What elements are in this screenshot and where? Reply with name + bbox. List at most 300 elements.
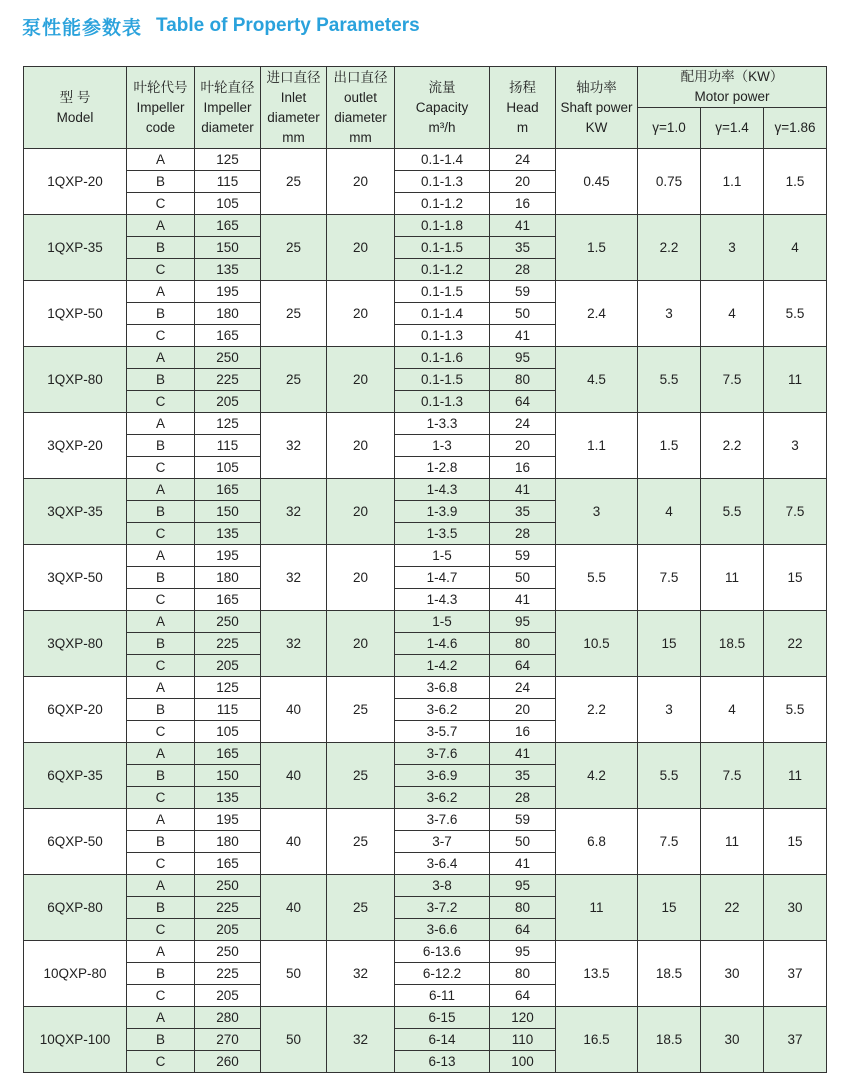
impeller-diameter-cell: 150: [195, 765, 261, 787]
header-impeller-code-cn: 叶轮代号: [133, 79, 188, 95]
motor-power-gamma2-cell: 11: [701, 809, 764, 875]
motor-power-gamma2-cell: 4: [701, 281, 764, 347]
capacity-cell: 3-5.7: [395, 721, 490, 743]
capacity-cell: 0.1-1.3: [395, 391, 490, 413]
impeller-code-cell: C: [127, 655, 195, 677]
motor-power-gamma2-cell: 30: [701, 941, 764, 1007]
motor-power-gamma3-cell: 22: [764, 611, 827, 677]
capacity-cell: 3-8: [395, 875, 490, 897]
impeller-diameter-cell: 165: [195, 325, 261, 347]
head-cell: 59: [490, 809, 556, 831]
table-row: [24, 479, 827, 501]
header-shaft-power-cn: 轴功率: [576, 79, 617, 95]
impeller-diameter-cell: 105: [195, 193, 261, 215]
capacity-cell: 0.1-1.8: [395, 215, 490, 237]
impeller-diameter-cell: 260: [195, 1051, 261, 1073]
head-cell: 80: [490, 963, 556, 985]
header-inlet-en1: Inlet: [280, 89, 307, 105]
impeller-diameter-cell: 225: [195, 963, 261, 985]
table-row: [24, 875, 827, 897]
impeller-code-cell: C: [127, 325, 195, 347]
capacity-cell: 1-5: [395, 611, 490, 633]
header-impeller-code-en1: Impeller: [136, 99, 185, 115]
head-cell: 35: [490, 237, 556, 259]
head-cell: 59: [490, 281, 556, 303]
capacity-cell: 3-7.2: [395, 897, 490, 919]
impeller-diameter-cell: 195: [195, 281, 261, 303]
head-cell: 41: [490, 215, 556, 237]
impeller-code-cell: B: [127, 369, 195, 391]
impeller-code-cell: B: [127, 501, 195, 523]
motor-power-gamma3-cell: 5.5: [764, 677, 827, 743]
impeller-diameter-cell: 205: [195, 655, 261, 677]
header-gamma-2: γ=1.4: [701, 108, 764, 149]
impeller-code-cell: A: [127, 545, 195, 567]
outlet-diameter-cell: 32: [327, 1007, 395, 1073]
impeller-code-cell: B: [127, 765, 195, 787]
impeller-code-cell: A: [127, 281, 195, 303]
impeller-diameter-cell: 205: [195, 919, 261, 941]
header-shaft-power-unit: KW: [585, 119, 608, 135]
capacity-cell: 3-6.6: [395, 919, 490, 941]
impeller-diameter-cell: 195: [195, 545, 261, 567]
head-cell: 41: [490, 479, 556, 501]
impeller-diameter-cell: 180: [195, 567, 261, 589]
impeller-diameter-cell: 115: [195, 435, 261, 457]
impeller-diameter-cell: 125: [195, 149, 261, 171]
header-motor-power-cn: 配用功率（KW）: [680, 69, 784, 84]
header-motor-power-en: Motor power: [694, 89, 770, 104]
motor-power-gamma2-cell: 18.5: [701, 611, 764, 677]
table-row: [24, 677, 827, 699]
impeller-diameter-cell: 165: [195, 215, 261, 237]
model-cell: 6QXP-35: [24, 743, 127, 809]
header-gamma-3: γ=1.86: [764, 108, 827, 149]
impeller-diameter-cell: 180: [195, 303, 261, 325]
motor-power-gamma2-cell: 22: [701, 875, 764, 941]
motor-power-gamma3-cell: 3: [764, 413, 827, 479]
inlet-diameter-cell: 40: [261, 875, 327, 941]
capacity-cell: 1-4.2: [395, 655, 490, 677]
table-row: [24, 215, 827, 237]
shaft-power-cell: 11: [556, 875, 638, 941]
head-cell: 95: [490, 347, 556, 369]
header-capacity-en: Capacity: [415, 99, 469, 115]
header-impeller-diameter-en1: Impeller: [203, 99, 252, 115]
outlet-diameter-cell: 25: [327, 743, 395, 809]
head-cell: 20: [490, 699, 556, 721]
shaft-power-cell: 4.5: [556, 347, 638, 413]
head-cell: 24: [490, 149, 556, 171]
motor-power-gamma1-cell: 1.5: [638, 413, 701, 479]
property-table: [23, 66, 827, 1073]
motor-power-gamma2-cell: 1.1: [701, 149, 764, 215]
motor-power-gamma3-cell: 4: [764, 215, 827, 281]
header-outlet-unit: mm: [349, 129, 372, 145]
impeller-code-cell: A: [127, 479, 195, 501]
impeller-code-cell: C: [127, 919, 195, 941]
shaft-power-cell: 13.5: [556, 941, 638, 1007]
motor-power-gamma1-cell: 7.5: [638, 545, 701, 611]
impeller-diameter-cell: 250: [195, 347, 261, 369]
impeller-code-cell: B: [127, 1029, 195, 1051]
outlet-diameter-cell: 25: [327, 809, 395, 875]
motor-power-gamma2-cell: 4: [701, 677, 764, 743]
inlet-diameter-cell: 25: [261, 149, 327, 215]
head-cell: 41: [490, 325, 556, 347]
capacity-cell: 3-7.6: [395, 743, 490, 765]
capacity-cell: 3-6.2: [395, 699, 490, 721]
head-cell: 24: [490, 677, 556, 699]
head-cell: 16: [490, 457, 556, 479]
head-cell: 28: [490, 259, 556, 281]
header-impeller-diameter-en2: diameter: [201, 119, 254, 135]
impeller-diameter-cell: 165: [195, 589, 261, 611]
impeller-code-cell: A: [127, 611, 195, 633]
head-cell: 110: [490, 1029, 556, 1051]
header-gamma-1: γ=1.0: [638, 108, 701, 149]
impeller-diameter-cell: 135: [195, 259, 261, 281]
header-shaft-power: [556, 67, 638, 149]
impeller-diameter-cell: 105: [195, 721, 261, 743]
impeller-code-cell: B: [127, 963, 195, 985]
table-row: [24, 281, 827, 303]
motor-power-gamma1-cell: 18.5: [638, 941, 701, 1007]
capacity-cell: 3-6.4: [395, 853, 490, 875]
capacity-cell: 0.1-1.3: [395, 171, 490, 193]
impeller-code-cell: B: [127, 633, 195, 655]
impeller-diameter-cell: 150: [195, 237, 261, 259]
head-cell: 95: [490, 875, 556, 897]
shaft-power-cell: 3: [556, 479, 638, 545]
motor-power-gamma3-cell: 11: [764, 347, 827, 413]
impeller-code-cell: A: [127, 347, 195, 369]
outlet-diameter-cell: 20: [327, 149, 395, 215]
header-motor-power: [638, 67, 827, 108]
capacity-cell: 6-13: [395, 1051, 490, 1073]
title-en: Table of Property Parameters: [156, 15, 420, 36]
capacity-cell: 3-7: [395, 831, 490, 853]
motor-power-gamma3-cell: 7.5: [764, 479, 827, 545]
outlet-diameter-cell: 20: [327, 347, 395, 413]
header-inlet: [261, 67, 327, 149]
model-cell: 1QXP-80: [24, 347, 127, 413]
motor-power-gamma2-cell: 11: [701, 545, 764, 611]
capacity-cell: 3-6.9: [395, 765, 490, 787]
model-cell: 1QXP-50: [24, 281, 127, 347]
model-cell: 3QXP-50: [24, 545, 127, 611]
impeller-code-cell: A: [127, 149, 195, 171]
impeller-diameter-cell: 280: [195, 1007, 261, 1029]
motor-power-gamma1-cell: 0.75: [638, 149, 701, 215]
motor-power-gamma2-cell: 7.5: [701, 347, 764, 413]
header-outlet-en1: outlet: [343, 89, 378, 105]
header-capacity-unit: m³/h: [428, 119, 456, 135]
impeller-diameter-cell: 135: [195, 523, 261, 545]
impeller-code-cell: A: [127, 413, 195, 435]
impeller-code-cell: C: [127, 721, 195, 743]
header-inlet-en2: diameter: [267, 109, 320, 125]
head-cell: 64: [490, 655, 556, 677]
inlet-diameter-cell: 25: [261, 215, 327, 281]
outlet-diameter-cell: 32: [327, 941, 395, 1007]
model-cell: 10QXP-100: [24, 1007, 127, 1073]
head-cell: 80: [490, 633, 556, 655]
head-cell: 16: [490, 193, 556, 215]
model-cell: 1QXP-20: [24, 149, 127, 215]
head-cell: 24: [490, 413, 556, 435]
capacity-cell: 1-2.8: [395, 457, 490, 479]
motor-power-gamma2-cell: 30: [701, 1007, 764, 1073]
header-impeller-diameter: [195, 67, 261, 149]
outlet-diameter-cell: 20: [327, 413, 395, 479]
header-shaft-power-en: Shaft power: [560, 99, 633, 115]
impeller-code-cell: B: [127, 699, 195, 721]
outlet-diameter-cell: 25: [327, 875, 395, 941]
impeller-code-cell: C: [127, 259, 195, 281]
motor-power-gamma2-cell: 5.5: [701, 479, 764, 545]
inlet-diameter-cell: 32: [261, 479, 327, 545]
motor-power-gamma1-cell: 4: [638, 479, 701, 545]
motor-power-gamma1-cell: 18.5: [638, 1007, 701, 1073]
header-head-unit: m: [516, 119, 529, 135]
inlet-diameter-cell: 25: [261, 281, 327, 347]
impeller-diameter-cell: 135: [195, 787, 261, 809]
capacity-cell: 1-4.6: [395, 633, 490, 655]
head-cell: 120: [490, 1007, 556, 1029]
capacity-cell: 0.1-1.5: [395, 369, 490, 391]
impeller-diameter-cell: 125: [195, 677, 261, 699]
header-capacity-cn: 流量: [428, 79, 456, 95]
header-impeller-code-en2: code: [145, 119, 176, 135]
impeller-code-cell: C: [127, 523, 195, 545]
impeller-diameter-cell: 225: [195, 897, 261, 919]
capacity-cell: 1-4.3: [395, 479, 490, 501]
shaft-power-cell: 2.4: [556, 281, 638, 347]
motor-power-gamma1-cell: 7.5: [638, 809, 701, 875]
impeller-code-cell: C: [127, 391, 195, 413]
capacity-cell: 1-3.5: [395, 523, 490, 545]
impeller-diameter-cell: 205: [195, 985, 261, 1007]
head-cell: 50: [490, 567, 556, 589]
shaft-power-cell: 4.2: [556, 743, 638, 809]
shaft-power-cell: 0.45: [556, 149, 638, 215]
model-cell: 1QXP-35: [24, 215, 127, 281]
capacity-cell: 0.1-1.5: [395, 237, 490, 259]
header-head-cn: 扬程: [509, 79, 536, 95]
motor-power-gamma3-cell: 30: [764, 875, 827, 941]
head-cell: 64: [490, 985, 556, 1007]
motor-power-gamma1-cell: 5.5: [638, 347, 701, 413]
capacity-cell: 1-3: [395, 435, 490, 457]
motor-power-gamma3-cell: 15: [764, 809, 827, 875]
impeller-code-cell: A: [127, 215, 195, 237]
capacity-cell: 3-6.8: [395, 677, 490, 699]
impeller-code-cell: A: [127, 941, 195, 963]
outlet-diameter-cell: 20: [327, 479, 395, 545]
model-cell: 6QXP-50: [24, 809, 127, 875]
capacity-cell: 6-11: [395, 985, 490, 1007]
head-cell: 28: [490, 523, 556, 545]
impeller-diameter-cell: 150: [195, 501, 261, 523]
impeller-code-cell: A: [127, 875, 195, 897]
motor-power-gamma3-cell: 5.5: [764, 281, 827, 347]
impeller-code-cell: C: [127, 853, 195, 875]
outlet-diameter-cell: 25: [327, 677, 395, 743]
table-row: [24, 743, 827, 765]
impeller-code-cell: B: [127, 831, 195, 853]
head-cell: 80: [490, 369, 556, 391]
table-row: [24, 413, 827, 435]
motor-power-gamma1-cell: 15: [638, 875, 701, 941]
capacity-cell: 0.1-1.6: [395, 347, 490, 369]
impeller-code-cell: C: [127, 457, 195, 479]
header-model-en: Model: [56, 109, 94, 125]
table-row: [24, 149, 827, 171]
capacity-cell: 1-4.7: [395, 567, 490, 589]
head-cell: 35: [490, 765, 556, 787]
inlet-diameter-cell: 25: [261, 347, 327, 413]
capacity-cell: 6-13.6: [395, 941, 490, 963]
impeller-diameter-cell: 115: [195, 699, 261, 721]
capacity-cell: 0.1-1.4: [395, 303, 490, 325]
impeller-code-cell: A: [127, 1007, 195, 1029]
capacity-cell: 3-7.6: [395, 809, 490, 831]
impeller-code-cell: C: [127, 589, 195, 611]
inlet-diameter-cell: 40: [261, 743, 327, 809]
impeller-diameter-cell: 180: [195, 831, 261, 853]
head-cell: 100: [490, 1051, 556, 1073]
impeller-code-cell: C: [127, 787, 195, 809]
motor-power-gamma2-cell: 3: [701, 215, 764, 281]
header-outlet: [327, 67, 395, 149]
capacity-cell: 1-4.3: [395, 589, 490, 611]
motor-power-gamma1-cell: 2.2: [638, 215, 701, 281]
shaft-power-cell: 16.5: [556, 1007, 638, 1073]
table-row: [24, 347, 827, 369]
table-row: [24, 611, 827, 633]
shaft-power-cell: 10.5: [556, 611, 638, 677]
capacity-cell: 1-3.3: [395, 413, 490, 435]
impeller-diameter-cell: 225: [195, 369, 261, 391]
impeller-code-cell: B: [127, 567, 195, 589]
impeller-diameter-cell: 195: [195, 809, 261, 831]
inlet-diameter-cell: 32: [261, 545, 327, 611]
header-impeller-diameter-cn: 叶轮直径: [200, 79, 255, 95]
outlet-diameter-cell: 20: [327, 215, 395, 281]
impeller-diameter-cell: 115: [195, 171, 261, 193]
impeller-diameter-cell: 270: [195, 1029, 261, 1051]
motor-power-gamma3-cell: 37: [764, 1007, 827, 1073]
head-cell: 64: [490, 391, 556, 413]
model-cell: 3QXP-80: [24, 611, 127, 677]
motor-power-gamma1-cell: 3: [638, 677, 701, 743]
capacity-cell: 1-5: [395, 545, 490, 567]
head-cell: 50: [490, 831, 556, 853]
motor-power-gamma3-cell: 11: [764, 743, 827, 809]
header-capacity: [395, 67, 490, 149]
impeller-diameter-cell: 205: [195, 391, 261, 413]
head-cell: 50: [490, 303, 556, 325]
shaft-power-cell: 5.5: [556, 545, 638, 611]
model-cell: 6QXP-80: [24, 875, 127, 941]
shaft-power-cell: 1.5: [556, 215, 638, 281]
head-cell: 35: [490, 501, 556, 523]
head-cell: 20: [490, 171, 556, 193]
model-cell: 3QXP-20: [24, 413, 127, 479]
header-impeller-code: [127, 67, 195, 149]
impeller-diameter-cell: 225: [195, 633, 261, 655]
outlet-diameter-cell: 20: [327, 281, 395, 347]
shaft-power-cell: 6.8: [556, 809, 638, 875]
shaft-power-cell: 1.1: [556, 413, 638, 479]
capacity-cell: 6-12.2: [395, 963, 490, 985]
head-cell: 95: [490, 611, 556, 633]
capacity-cell: 0.1-1.2: [395, 259, 490, 281]
impeller-code-cell: B: [127, 435, 195, 457]
motor-power-gamma1-cell: 5.5: [638, 743, 701, 809]
motor-power-gamma1-cell: 15: [638, 611, 701, 677]
capacity-cell: 6-15: [395, 1007, 490, 1029]
motor-power-gamma1-cell: 3: [638, 281, 701, 347]
header-outlet-en2: diameter: [334, 109, 387, 125]
impeller-code-cell: C: [127, 1051, 195, 1073]
title-cn: 泵性能参数表: [22, 16, 143, 39]
header-inlet-cn: 进口直径: [266, 69, 321, 85]
impeller-diameter-cell: 250: [195, 875, 261, 897]
motor-power-gamma3-cell: 37: [764, 941, 827, 1007]
page-title: [22, 12, 420, 40]
head-cell: 64: [490, 919, 556, 941]
impeller-code-cell: C: [127, 193, 195, 215]
impeller-code-cell: B: [127, 897, 195, 919]
capacity-cell: 0.1-1.5: [395, 281, 490, 303]
head-cell: 28: [490, 787, 556, 809]
header-head: [490, 67, 556, 149]
head-cell: 41: [490, 589, 556, 611]
impeller-code-cell: B: [127, 171, 195, 193]
table-row: [24, 809, 827, 831]
capacity-cell: 0.1-1.4: [395, 149, 490, 171]
capacity-cell: 0.1-1.2: [395, 193, 490, 215]
capacity-cell: 0.1-1.3: [395, 325, 490, 347]
model-cell: 10QXP-80: [24, 941, 127, 1007]
inlet-diameter-cell: 50: [261, 1007, 327, 1073]
model-cell: 3QXP-35: [24, 479, 127, 545]
capacity-cell: 6-14: [395, 1029, 490, 1051]
inlet-diameter-cell: 40: [261, 809, 327, 875]
motor-power-gamma3-cell: 1.5: [764, 149, 827, 215]
impeller-diameter-cell: 165: [195, 479, 261, 501]
header-head-en: Head: [506, 99, 539, 115]
header-outlet-cn: 出口直径: [333, 69, 388, 85]
capacity-cell: 3-6.2: [395, 787, 490, 809]
shaft-power-cell: 2.2: [556, 677, 638, 743]
inlet-diameter-cell: 50: [261, 941, 327, 1007]
motor-power-gamma2-cell: 7.5: [701, 743, 764, 809]
table-row: [24, 545, 827, 567]
impeller-code-cell: A: [127, 677, 195, 699]
impeller-diameter-cell: 125: [195, 413, 261, 435]
head-cell: 59: [490, 545, 556, 567]
impeller-diameter-cell: 165: [195, 853, 261, 875]
model-cell: 6QXP-20: [24, 677, 127, 743]
table-row: [24, 941, 827, 963]
impeller-diameter-cell: 165: [195, 743, 261, 765]
outlet-diameter-cell: 20: [327, 611, 395, 677]
table-body: [24, 149, 827, 1073]
inlet-diameter-cell: 32: [261, 413, 327, 479]
